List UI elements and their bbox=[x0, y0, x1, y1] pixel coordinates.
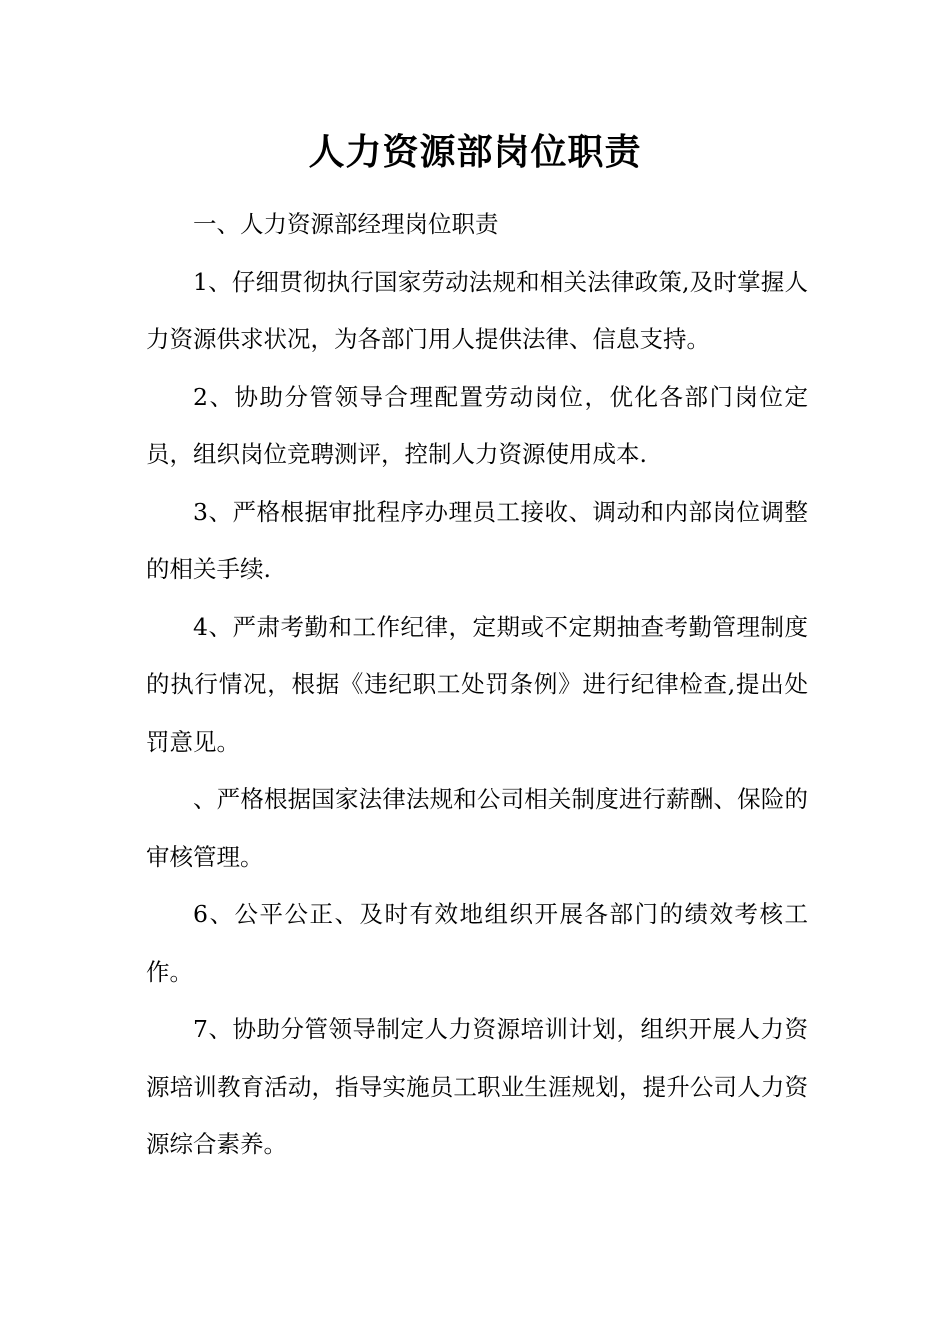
duty-paragraph-4: 4、严肃考勤和工作纪律，定期或不定期抽查考勤管理制度的执行情况，根据《违纪职工处罚条例》进行纪律检查,提出处罚意见。 bbox=[146, 612, 808, 756]
document-title: 人力资源部岗位职责 bbox=[308, 131, 642, 173]
duty-paragraph-3: 3、严格根据审批程序办理员工接收、调动和内部岗位调整的相关手续. bbox=[146, 497, 808, 583]
section-heading: 一、人力资源部经理岗位职责 bbox=[193, 210, 499, 238]
duty-paragraph-5: 、严格根据国家法律法规和公司相关制度进行薪酬、保险的审核管理。 bbox=[146, 785, 808, 871]
duty-paragraph-6: 6、公平公正、及时有效地组织开展各部门的绩效考核工作。 bbox=[146, 900, 808, 986]
duty-paragraph-2: 2、协助分管领导合理配置劳动岗位，优化各部门岗位定员，组织岗位竞聘测评，控制人力资源使用成本. bbox=[146, 382, 808, 468]
duty-paragraph-7: 7、协助分管领导制定人力资源培训计划，组织开展人力资源培训教育活动，指导实施员工职业生涯规划，提升公司人力资源综合素养。 bbox=[146, 1015, 808, 1158]
duty-paragraph-1: 1、仔细贯彻执行国家劳动法规和相关法律政策,及时掌握人力资源供求状况，为各部门用人提供法律、信息支持。 bbox=[146, 267, 808, 353]
document-body bbox=[146, 196, 808, 1174]
